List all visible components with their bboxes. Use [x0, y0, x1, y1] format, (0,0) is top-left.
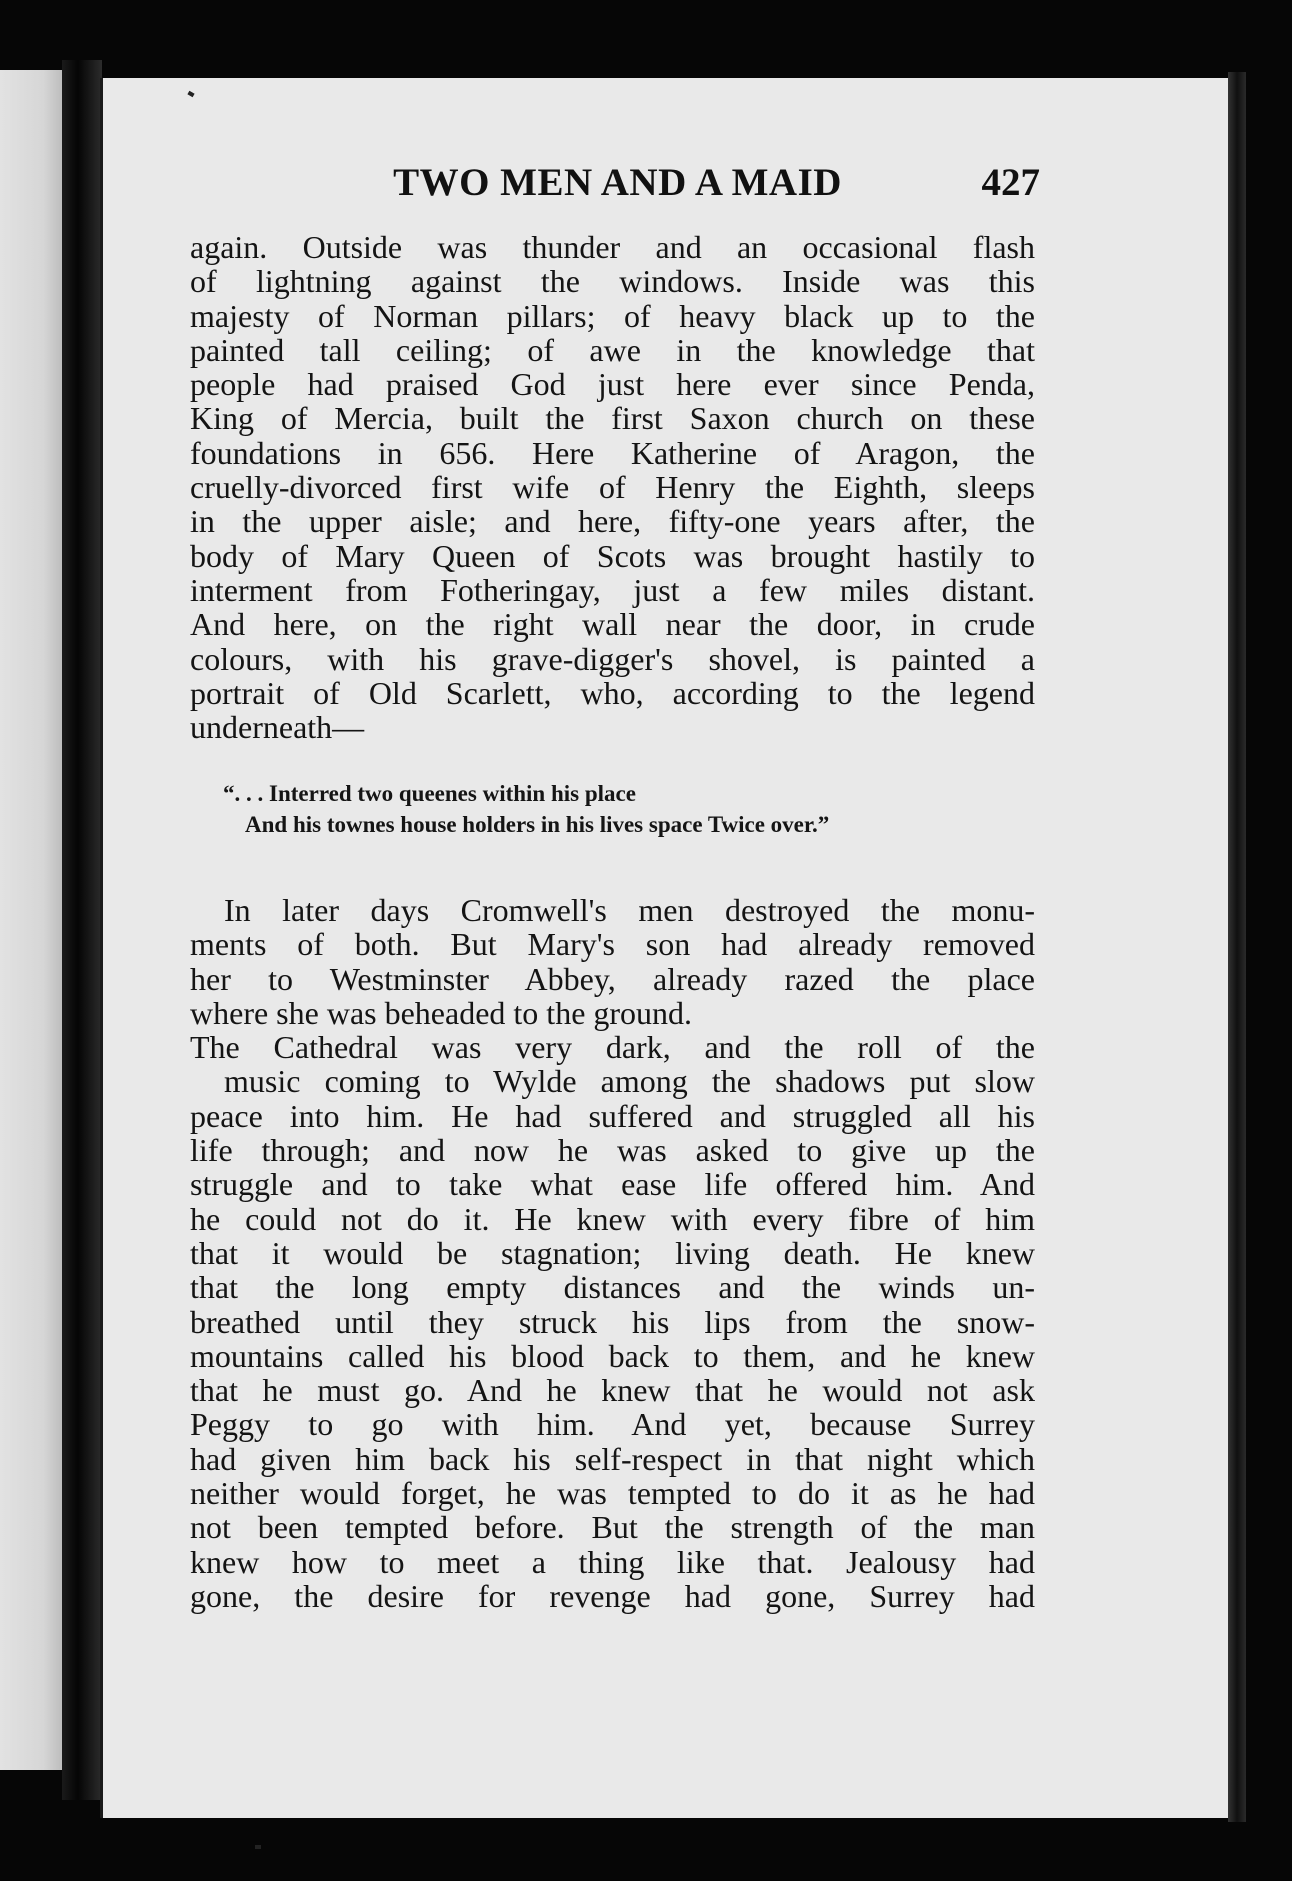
- quote-line: And his townes house holders in his lives space Twice over.”: [245, 812, 830, 837]
- book-gutter: [62, 60, 102, 1800]
- text-line: that the long empty distances and the winds un-: [190, 1269, 1035, 1306]
- text-line: portrait of Old Scarlett, who, according to the legend: [190, 674, 1035, 711]
- page-number: 427: [981, 161, 1040, 204]
- paragraph-1: [190, 230, 1035, 744]
- text-line: ments of both. But Mary's son had already removed: [190, 926, 1035, 963]
- text-line: where she was beheaded to the ground.: [190, 994, 693, 1031]
- text-line: interment from Fotheringay, just a few miles distant.: [190, 571, 1035, 608]
- text-line: underneath—: [190, 709, 365, 746]
- text-line: he could not do it. He knew with every fibre of him: [190, 1200, 1035, 1237]
- text-line: in the upper aisle; and here, fifty-one years after, the: [190, 503, 1035, 540]
- text-line: music coming to Wylde among the shadows put slow: [224, 1063, 1035, 1100]
- text-line: neither would forget, he was tempted to do it as he had: [190, 1475, 1035, 1512]
- facing-page-edge: [0, 70, 62, 1770]
- text-line: breathed until they struck his lips from the snow-: [190, 1303, 1035, 1340]
- text-line: foundations in 656. Here Katherine of Aragon, the: [190, 434, 1035, 471]
- text-line: painted tall ceiling; of awe in the knowledge that: [190, 331, 1035, 368]
- text-line: her to Westminster Abbey, already razed the place: [190, 960, 1035, 997]
- text-line: of lightning against the windows. Inside was this: [190, 263, 1035, 300]
- text-line: colours, with his grave-digger's shovel, is painted a: [190, 640, 1035, 677]
- text-line: knew how to meet a thing like that. Jealousy had: [190, 1543, 1035, 1580]
- text-line: And here, on the right wall near the door, in crude: [190, 606, 1035, 643]
- text-line: In later days Cromwell's men destroyed the monu-: [224, 892, 1035, 928]
- text-line: life through; and now he was asked to give up the: [190, 1132, 1035, 1169]
- quote-line: “. . . Interred two queenes within his place: [223, 781, 636, 806]
- text-line: Peggy to go with him. And yet, because Surrey: [190, 1406, 1035, 1443]
- text-line: body of Mary Queen of Scots was brought hastily to: [190, 537, 1035, 574]
- text-line: gone, the desire for revenge had gone, Surrey had: [190, 1577, 1035, 1614]
- running-head-title: TWO MEN AND A MAID: [393, 161, 842, 204]
- paragraph-2: [190, 893, 1035, 1613]
- text-line: majesty of Norman pillars; of heavy black up to the: [190, 297, 1035, 334]
- text-line: The Cathedral was very dark, and the roll of the: [190, 1029, 1035, 1066]
- text-line: cruelly-divorced first wife of Henry the Eighth, sleeps: [190, 469, 1035, 506]
- text-line: not been tempted before. But the strength of the man: [190, 1509, 1035, 1546]
- text-line: people had praised God just here ever since Penda,: [190, 366, 1035, 403]
- page-fore-edge: [1228, 72, 1246, 1822]
- text-line: again. Outside was thunder and an occasional flash: [190, 229, 1035, 265]
- text-line: had given him back his self-respect in that night which: [190, 1440, 1035, 1477]
- scan-speck: [255, 1845, 261, 1849]
- text-line: King of Mercia, built the first Saxon church on these: [190, 400, 1035, 437]
- text-line: struggle and to take what ease life offered him. And: [190, 1166, 1035, 1203]
- text-line: peace into him. He had suffered and struggled all his: [190, 1097, 1035, 1134]
- page-header: [195, 160, 1040, 210]
- text-line: that he must go. And he knew that he would not ask: [190, 1372, 1035, 1409]
- epitaph-quote: [223, 778, 1023, 840]
- text-line: mountains called his blood back to them, and he knew: [190, 1337, 1035, 1374]
- text-line: that it would be stagnation; living death. He knew: [190, 1234, 1035, 1271]
